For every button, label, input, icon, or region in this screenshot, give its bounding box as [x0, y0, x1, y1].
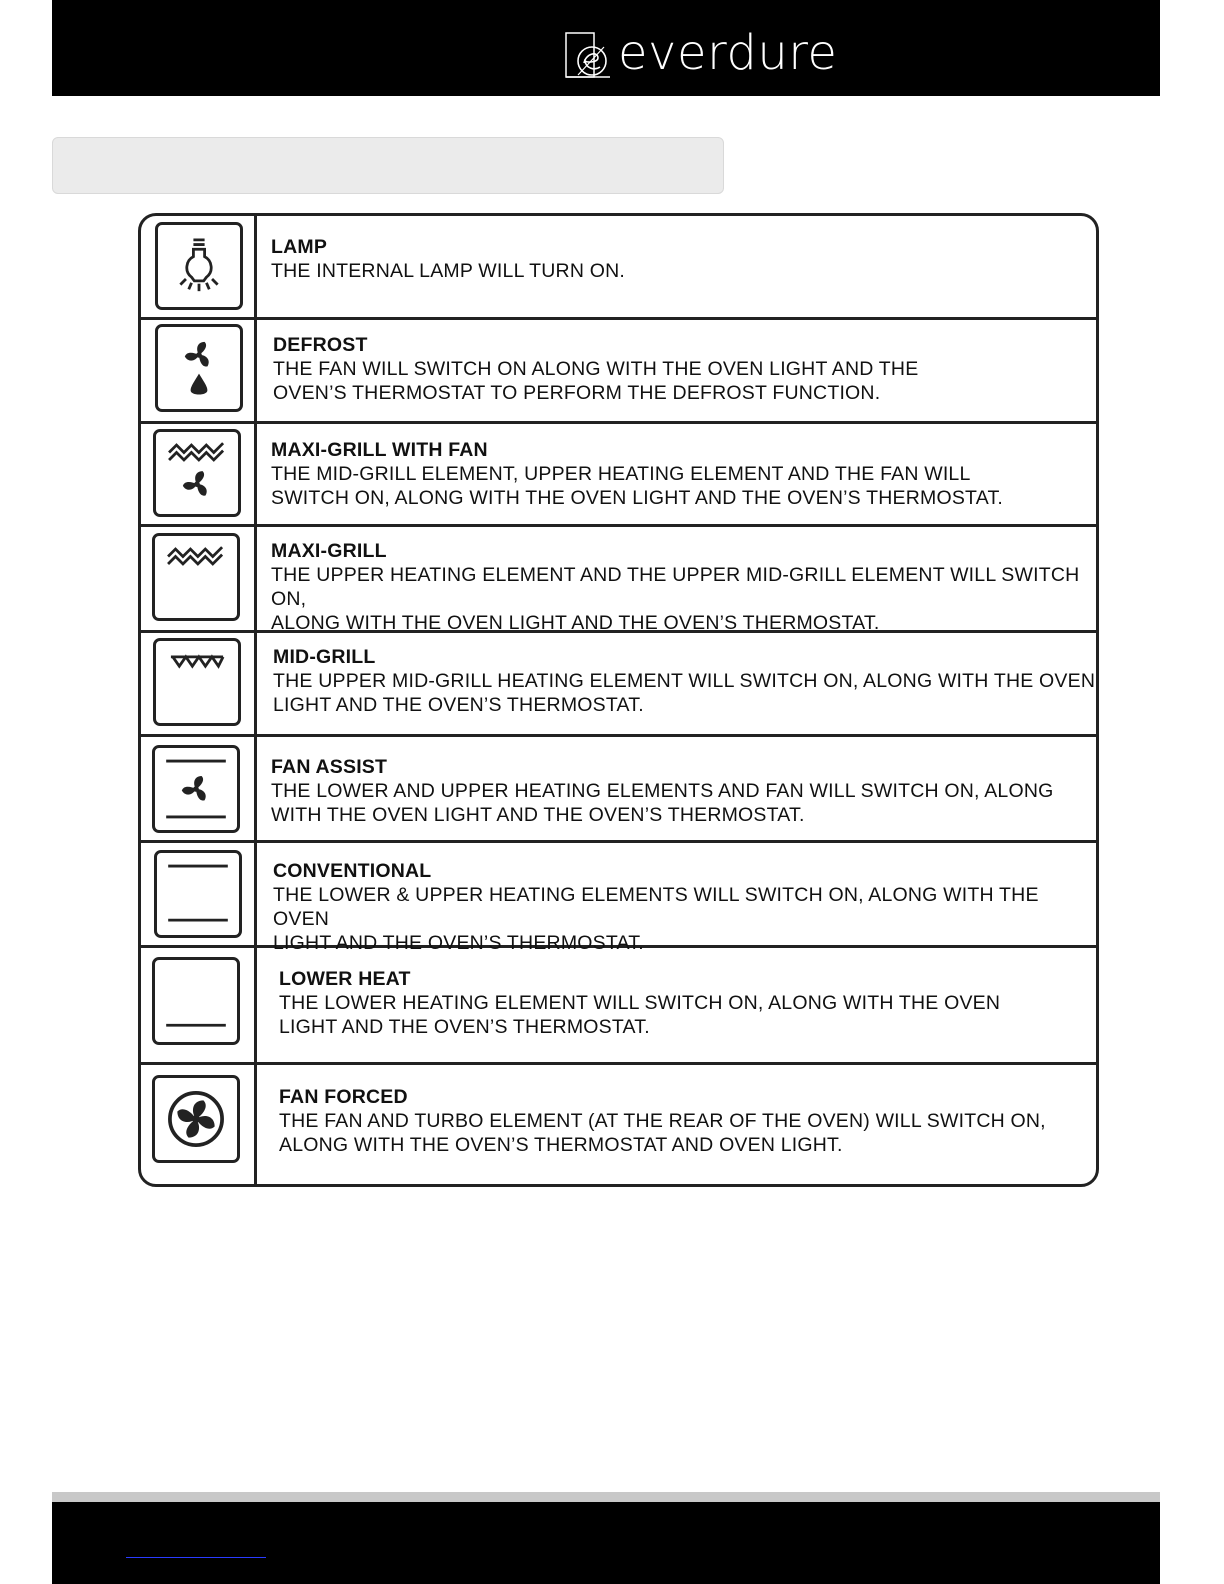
function-row-maxi-grill — [141, 527, 1096, 634]
function-text — [271, 539, 1096, 635]
defrost-icon — [155, 324, 243, 412]
function-text — [271, 235, 625, 283]
function-row-maxi-grill-with-fan — [141, 424, 1096, 524]
function-row-mid-grill — [141, 633, 1096, 734]
fan-assist-icon — [152, 745, 240, 833]
function-title: FAN FORCED — [279, 1086, 408, 1108]
function-text — [273, 859, 1096, 955]
brand-logo — [564, 25, 838, 81]
function-title: DEFROST — [273, 334, 368, 356]
function-title: FAN ASSIST — [271, 756, 388, 778]
section-title-bar — [52, 137, 724, 194]
function-title: MAXI-GRILL WITH FAN — [271, 439, 488, 461]
oven-function-table — [138, 213, 1099, 1187]
footer-divider — [52, 1492, 1160, 1502]
function-text — [279, 1085, 1046, 1157]
lower-heat-icon — [152, 957, 240, 1045]
function-description: THE LOWER & UPPER HEATING ELEMENTS WILL SWITCH ON, ALONG WITH THE OVEN LIGHT AND THE OVEN’S THERMOSTAT. — [273, 884, 1039, 954]
brand-name: everdure — [618, 25, 838, 81]
function-title: LAMP — [271, 236, 328, 258]
mid-grill-icon — [153, 638, 241, 726]
function-text — [273, 333, 918, 405]
function-description: THE LOWER HEATING ELEMENT WILL SWITCH ON, ALONG WITH THE OVEN LIGHT AND THE OVEN’S THERMOSTAT. — [279, 992, 1001, 1038]
function-description: THE UPPER MID-GRILL HEATING ELEMENT WILL SWITCH ON, ALONG WITH THE OVEN LIGHT AND THE OVEN’S THERMOSTAT. — [273, 670, 1096, 716]
function-description: THE INTERNAL LAMP WILL TURN ON. — [271, 260, 626, 282]
function-title: MAXI-GRILL — [271, 540, 387, 562]
page-header — [52, 0, 1160, 96]
function-row-lower-heat — [141, 948, 1096, 1062]
function-description: THE LOWER AND UPPER HEATING ELEMENTS AND FAN WILL SWITCH ON, ALONG WITH THE OVEN LIGHT AND THE OVEN’S THERMOSTAT. — [271, 780, 1054, 826]
everdure-e-logo-icon — [564, 31, 612, 79]
footer-link-underline[interactable] — [126, 1557, 266, 1558]
function-title: CONVENTIONAL — [273, 860, 432, 882]
function-text — [273, 645, 1095, 717]
lamp-icon — [155, 222, 243, 310]
conventional-icon — [154, 850, 242, 938]
maxi-grill-icon — [152, 533, 240, 621]
function-description: THE FAN WILL SWITCH ON ALONG WITH THE OVEN LIGHT AND THE OVEN’S THERMOSTAT TO PERFORM THE DEFROST FUNCTION. — [273, 358, 919, 404]
maxi-grill-with-fan-icon — [153, 429, 241, 517]
function-row-lamp — [141, 216, 1096, 317]
function-title: MID-GRILL — [273, 646, 376, 668]
fan-forced-icon — [152, 1075, 240, 1163]
function-row-defrost — [141, 320, 1096, 421]
function-text — [271, 755, 1054, 827]
function-text — [271, 438, 1003, 510]
function-row-fan-forced — [141, 1065, 1096, 1187]
function-text — [279, 967, 1000, 1039]
function-row-fan-assist — [141, 737, 1096, 840]
function-row-conventional — [141, 843, 1096, 954]
function-description: THE UPPER HEATING ELEMENT AND THE UPPER MID-GRILL ELEMENT WILL SWITCH ON, ALONG WITH THE OVEN LIGHT AND THE OVEN’S THERMOSTAT. — [271, 564, 1080, 634]
function-title: LOWER HEAT — [279, 968, 411, 990]
function-description: THE FAN AND TURBO ELEMENT (AT THE REAR OF THE OVEN) WILL SWITCH ON, ALONG WITH THE OVEN’S THERMOSTAT AND OVEN LIGHT. — [279, 1110, 1046, 1156]
function-description: THE MID-GRILL ELEMENT, UPPER HEATING ELEMENT AND THE FAN WILL SWITCH ON, ALONG WITH THE OVEN LIGHT AND THE OVEN’S THERMOSTAT. — [271, 463, 1004, 509]
page-footer — [52, 1502, 1160, 1584]
